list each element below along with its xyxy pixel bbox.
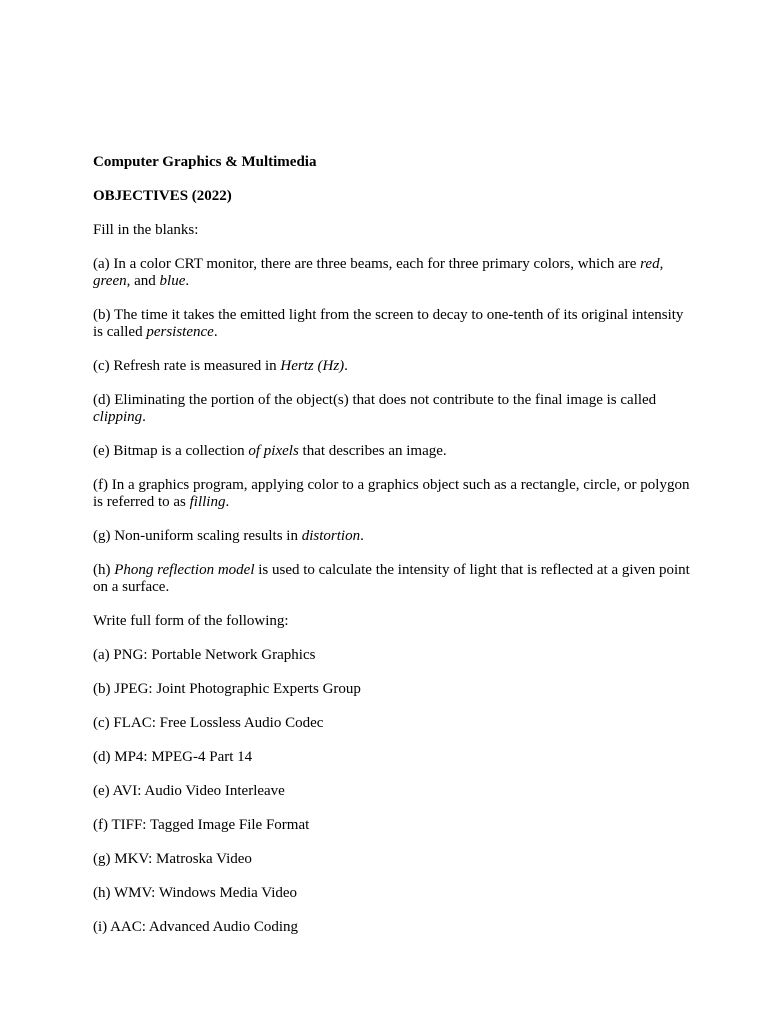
separator-2: , and <box>126 273 160 289</box>
answer-b: persistence <box>146 324 214 340</box>
question-d-end: . <box>142 409 146 425</box>
document-page <box>93 154 693 953</box>
question-b-text: (b) The time it takes the emitted light from the screen to decay to one-tenth of its original intensity is called <box>93 307 684 340</box>
question-f <box>93 477 693 511</box>
question-e <box>93 443 693 460</box>
answer-e: of pixels <box>248 443 299 459</box>
answer-d: clipping <box>93 409 143 425</box>
separator-1: , <box>659 256 664 272</box>
full-form-item: (e) AVI: Audio Video Interleave <box>93 783 285 799</box>
question-g-end: . <box>360 528 364 544</box>
answer-g: distortion <box>301 528 361 544</box>
document-title: Computer Graphics & Multimedia <box>93 154 317 170</box>
question-a <box>93 256 693 290</box>
full-form-item: (b) JPEG: Joint Photographic Experts Group <box>93 681 361 697</box>
question-b-end: . <box>213 324 218 340</box>
question-f-text: (f) In a graphics program, applying color to a graphics object such as a rectangle, circle, or polygon is referred to as <box>93 477 690 510</box>
question-d <box>93 392 693 426</box>
full-form-item: (h) WMV: Windows Media Video <box>93 885 298 901</box>
question-a-text: (a) In a color CRT monitor, there are three beams, each for three primary colors, which are <box>93 256 641 272</box>
full-form-item: (c) FLAC: Free Lossless Audio Codec <box>93 715 324 731</box>
answer-red: red <box>640 256 660 272</box>
full-form-item: (d) MP4: MPEG-4 Part 14 <box>93 749 253 765</box>
question-a-end: . <box>185 273 190 289</box>
question-b <box>93 307 693 341</box>
answer-h: Phong reflection model <box>114 562 255 578</box>
full-form-item: (f) TIFF: Tagged Image File Format <box>93 817 310 833</box>
answer-c: Hertz (Hz) <box>280 358 345 374</box>
full-form-item: (g) MKV: Matroska Video <box>93 851 252 867</box>
question-h-text: (h) <box>93 562 115 578</box>
question-h-end: is used to calculate the intensity of light that is reflected at a given point on a surface. <box>93 562 690 595</box>
question-c <box>93 358 693 375</box>
question-h <box>93 562 693 596</box>
question-e-end: that describes an image. <box>298 443 447 459</box>
question-g-text: (g) Non-uniform scaling results in <box>93 528 302 544</box>
document-subtitle: OBJECTIVES (2022) <box>93 188 232 204</box>
full-form-item: (i) AAC: Advanced Audio Coding <box>93 919 298 935</box>
question-f-end: . <box>225 494 230 510</box>
question-g <box>93 528 693 545</box>
answer-f: filling <box>189 494 226 510</box>
question-c-end: . <box>344 358 348 374</box>
question-d-text: (d) Eliminating the portion of the object(s) that does not contribute to the final image is called <box>93 392 657 408</box>
fill-blanks-heading: Fill in the blanks: <box>93 222 199 238</box>
answer-green: green <box>93 273 127 289</box>
answer-blue: blue <box>159 273 186 289</box>
question-e-text: (e) Bitmap is a collection <box>93 443 249 459</box>
full-form-item: (a) PNG: Portable Network Graphics <box>93 647 316 663</box>
full-forms-heading: Write full form of the following: <box>93 613 289 629</box>
question-c-text: (c) Refresh rate is measured in <box>93 358 281 374</box>
